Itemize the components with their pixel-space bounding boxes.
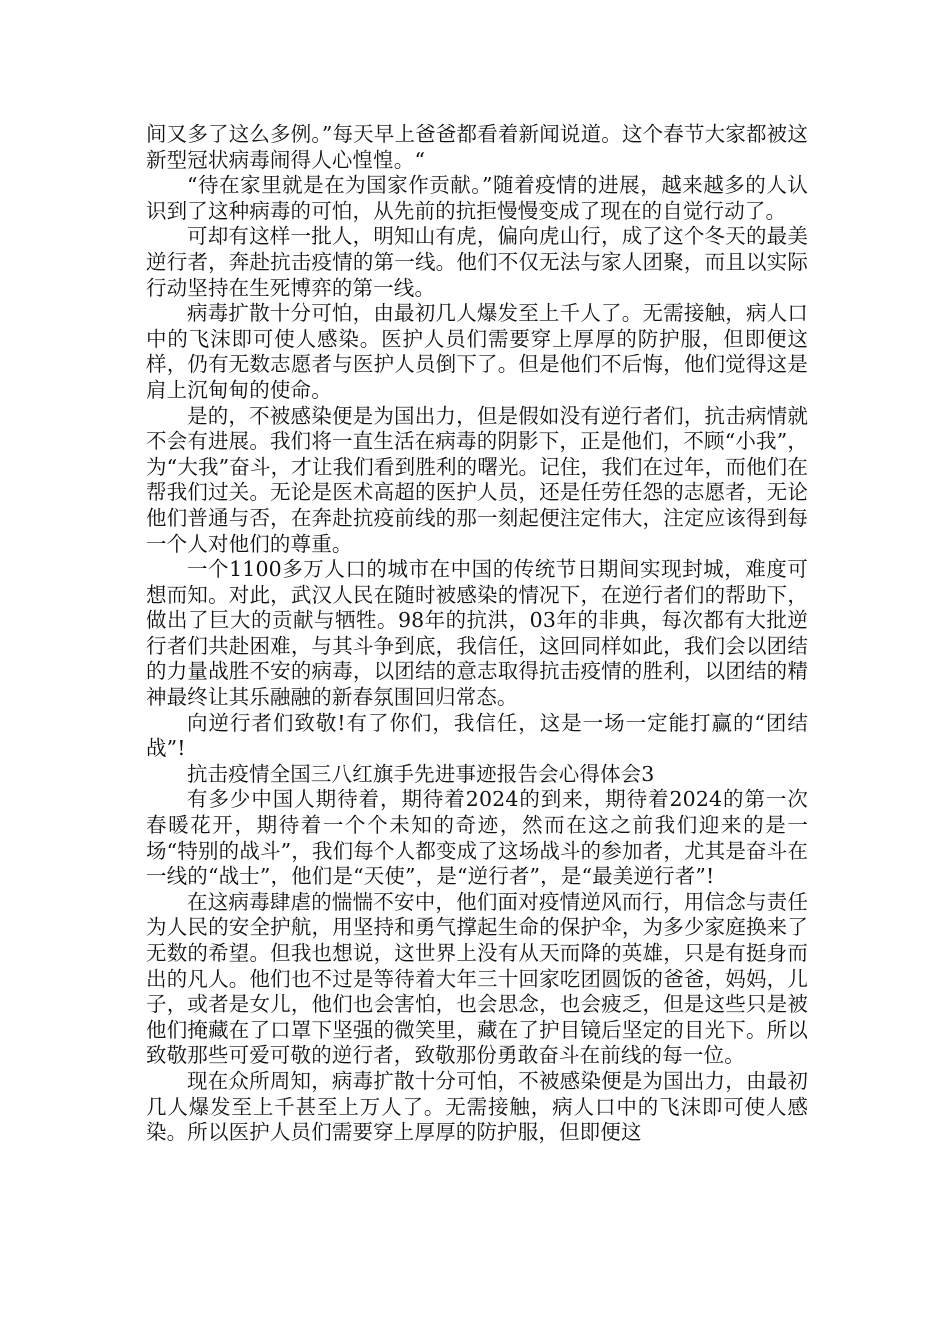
paragraph: 可却有这样一批人，明知山有虎，偏向虎山行，成了这个冬天的最美逆行者，奔赴抗击疫情的第一线。他们不仅无法与家人团聚，而且以实际行动坚持在生死博弈的第一线。 <box>146 224 808 300</box>
paragraph: 有多少中国人期待着，期待着2024的到来，期待着2024的第一次春暖花开，期待着一个个未知的奇迹，然而在这之前我们迎来的是一场“特别的战斗”，我们每个人都变成了这场战斗的参加者，尤其是奋斗在一线的“战士”，他们是“天使”，是“逆行者”，是“最美逆行者”! <box>146 787 808 889</box>
paragraph: 一个1100多万人口的城市在中国的传统节日期间实现封城，难度可想而知。对此，武汉人民在随时被感染的情况下，在逆行者们的帮助下，做出了巨大的贡献与牺牲。98年的抗洪，03年的非典，每次都有大批逆行者们共赴困难，与其斗争到底，我信任，这回同样如此，我们会以团结的力量战胜不安的病毒，以团结的意志取得抗击疫情的胜利，以团结的精神最终让其乐融融的新春氛围回归常态。 <box>146 557 808 710</box>
section-heading: 抗击疫情全国三八红旗手先进事迹报告会心得体会3 <box>187 761 655 786</box>
document-page <box>146 122 808 1146</box>
paragraph-continuation: 间又多了这么多例。”每天早上爸爸都看着新闻说道。这个春节大家都被这新型冠状病毒闹得人心惶惶。“ <box>146 122 808 172</box>
paragraph: “待在家里就是在为国家作贡献。”随着疫情的进展，越来越多的人认识到了这种病毒的可怕，从先前的抗拒慢慢变成了现在的自觉行动了。 <box>146 173 808 223</box>
paragraph: 向逆行者们致敬!有了你们，我信任，这是一场一定能打赢的“团结战”! <box>146 710 808 761</box>
paragraph: 是的，不被感染便是为国出力，但是假如没有逆行者们，抗击病情就不会有进展。我们将一直生活在病毒的阴影下，正是他们，不顾“小我”，为“大我”奋斗，才让我们看到胜利的曙光。记住，我们在过年，而他们在帮我们过关。无论是医术高超的医护人员，还是任劳任怨的志愿者，无论他们普通与否，在奔赴抗疫前线的那一刻起便注定伟大，注定应该得到每一个人对他们的尊重。 <box>146 403 808 556</box>
paragraph: 现在众所周知，病毒扩散十分可怕，不被感染便是为国出力，由最初几人爆发至上千甚至上万人了。无需接触，病人口中的飞沫即可使人感染。所以医护人员们需要穿上厚厚的防护服，但即便这 <box>146 1068 808 1145</box>
paragraph: 病毒扩散十分可怕，由最初几人爆发至上千人了。无需接触，病人口中的飞沫即可使人感染。医护人员们需要穿上厚厚的防护服，但即便这样，仍有无数志愿者与医护人员倒下了。但是他们不后悔，他们觉得这是肩上沉甸甸的使命。 <box>146 301 808 402</box>
paragraph: 在这病毒肆虐的惴惴不安中，他们面对疫情逆风而行，用信念与责任为人民的安全护航，用坚持和勇气撑起生命的保护伞，为多少家庭换来了无数的希望。但我也想说，这世界上没有从天而降的英雄，只是有挺身而出的凡人。他们也不过是等待着大年三十回家吃团圆饭的爸爸，妈妈，儿子，或者是女儿，他们也会害怕，也会思念，也会疲乏，但是这些只是被他们掩藏在了口罩下坚强的微笑里，藏在了护目镜后坚定的目光下。所以致敬那些可爱可敬的逆行者，致敬那份勇敢奋斗在前线的每一位。 <box>146 889 808 1068</box>
